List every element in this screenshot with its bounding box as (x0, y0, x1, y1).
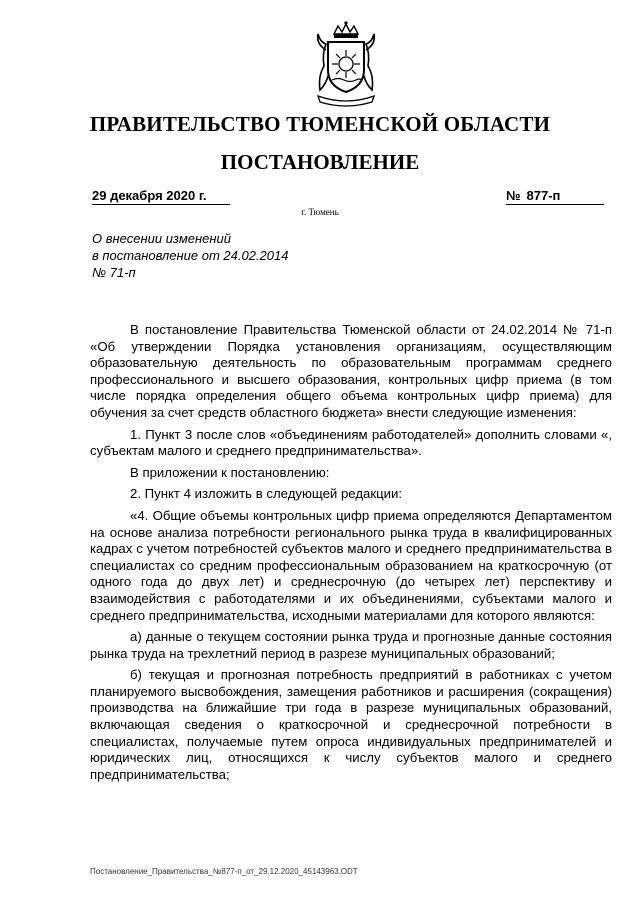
decree-body (90, 322, 612, 788)
city-label: г. Тюмень (301, 207, 339, 217)
body-paragraph: 1. Пункт 3 после слов «объединениям работодателей» дополнить словами «, субъектам малого и среднего предпринимательства». (90, 426, 612, 459)
body-paragraph: а) данные о текущем состоянии рынка труда и прогнозные данные состояния рынка труда на трехлетний период в разрезе муниципальных образований; (90, 629, 612, 661)
decree-subject (92, 230, 288, 281)
body-paragraph: В приложении к постановлению: (130, 464, 330, 480)
body-paragraph: б) текущая и прогнозная потребность предприятий в работниках с учетом планируемого высвобождения, замещения работников и расширения (сокращения) производства на ближайшие три года в разрезе муниципальных образований, включающая сведения о краткосрочной и среднесрочной потребности в специалистах, получаемые путем опроса индивидуальных предпринимателей и юридических лиц, относящихся к числу субъектов малого и среднего предпринимательства; (90, 667, 612, 782)
decree-number: 877-п (526, 188, 561, 203)
body-paragraph: «4. Общие объемы контрольных цифр приема определяются Департаментом на основе анализа потребности регионального рынка труда в квалифицированных кадрах с учетом потребностей субъектов малого и среднего предпринимательства в специалистах со средним профессиональным образованием на краткосрочную (от одного года до двух лет) и среднесрочную (до четырех лет) перспективу и взаимодействия с работодателями и их объединениями, субъектами малого и среднего предпринимательства, исходными материалами для которого являются: (90, 507, 612, 623)
body-paragraph: В постановление Правительства Тюменской области от 24.02.2014 № 71-п «Об утверждении Порядка установления организациям, осуществляющим образовательную деятельность по образовательным программам среднего профессионального и высшего образования, контрольных цифр приема (в том числе порядка определения общего объема контрольных цифр приема) для обучения за счет средств областного бюджета» внести следующие изменения: (90, 322, 612, 420)
body-paragraph: 2. Пункт 4 изложить в следующей редакции: (130, 486, 403, 502)
subject-line: № 71-п (92, 265, 136, 280)
subject-line: в постановление от 24.02.2014 (92, 248, 289, 263)
coat-of-arms-icon (296, 20, 396, 108)
decree-date: 29 декабря 2020 г. (92, 188, 230, 205)
document-type-title: ПОСТАНОВЛЕНИЕ (220, 150, 420, 174)
government-title: ПРАВИТЕЛЬСТВО ТЮМЕНСКОЙ ОБЛАСТИ (89, 112, 551, 136)
number-sign: № (506, 188, 521, 203)
subject-line: О внесении изменений (92, 231, 231, 246)
decree-number-field (506, 188, 604, 205)
footer-filename: Постановление_Правительства_№877-п_от_29.12.2020_45143963.ODT (90, 867, 358, 876)
